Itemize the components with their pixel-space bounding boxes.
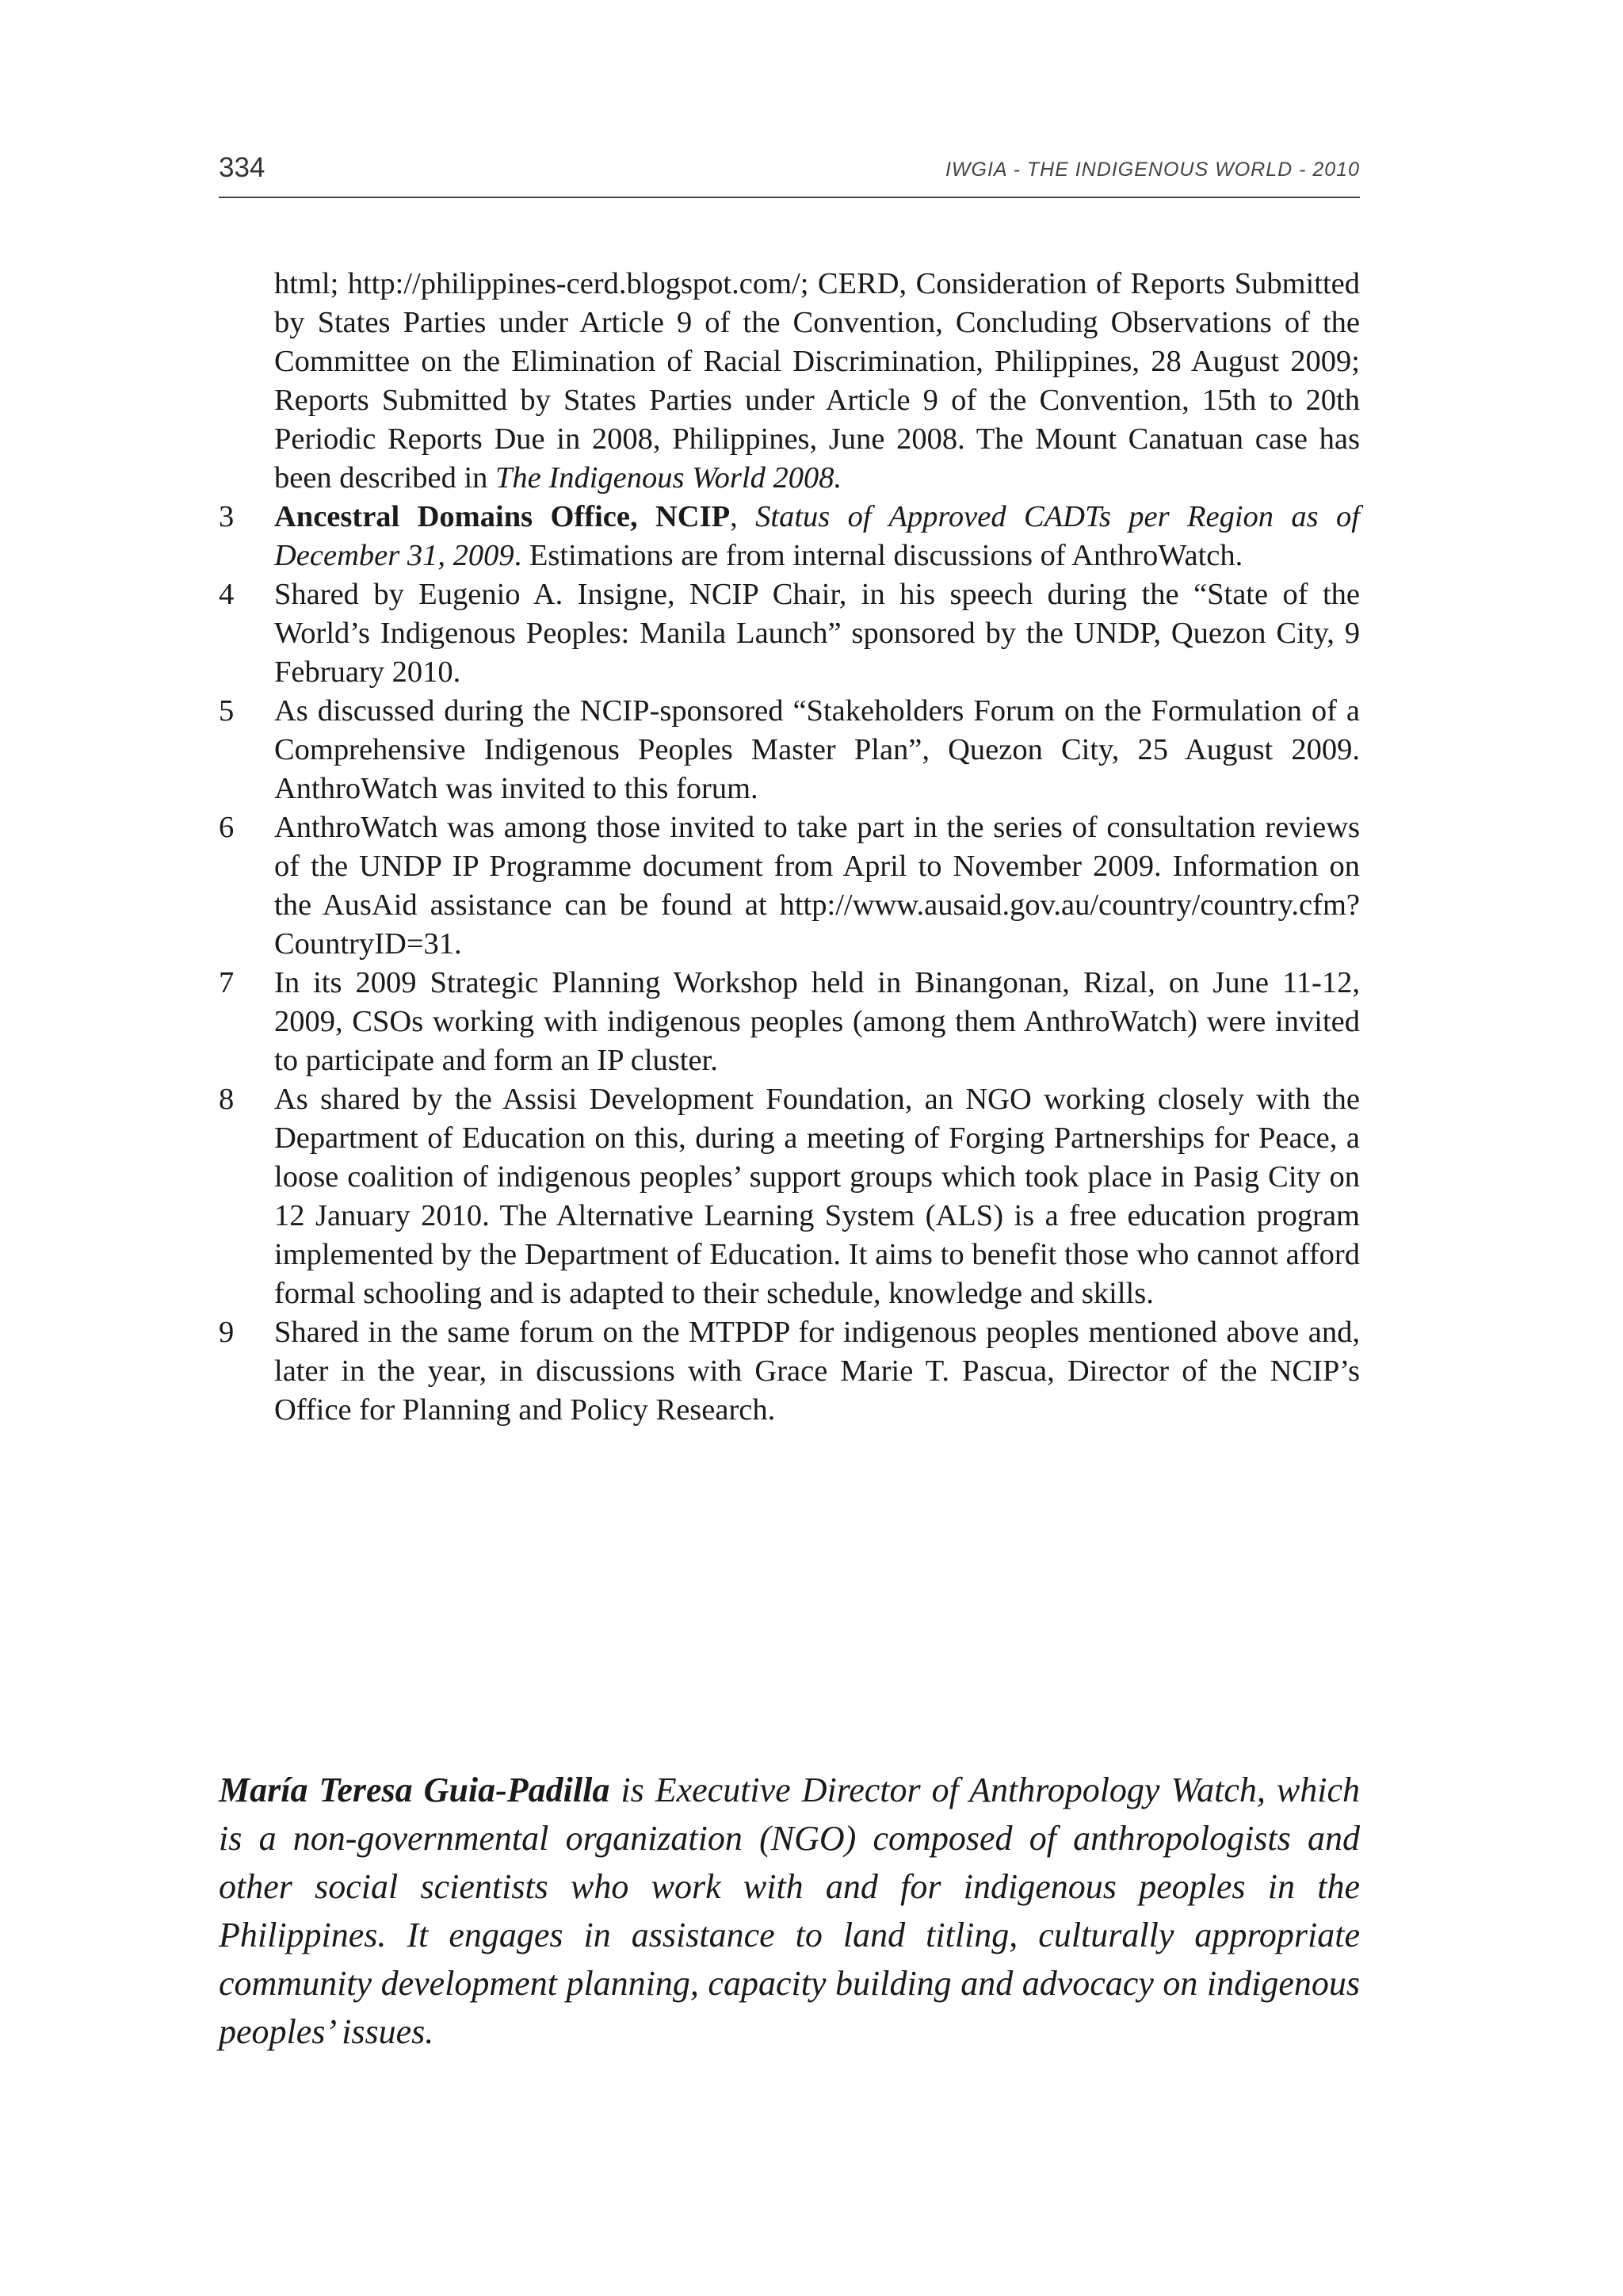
footnote-segment: html; http://philippines-cerd.blogspot.com/; CERD, Consideration of Reports Submitted by States Parties under Article 9 of the Convention, Concluding Observations of the Committee on the Elimination of Racial Discrimination, Philippines, 28 August 2009; Reports Submitted by States Parties under Article 9 of the Convention, 15th to 20th Periodic Reports Due in 2008, Philippines, June 2008. The Mount Canatuan case has been described in (274, 267, 1360, 495)
footnote-number: 4 (219, 578, 235, 611)
running-head: IWGIA - THE INDIGENOUS WORLD - 2010 (945, 159, 1360, 181)
author-bio (219, 1766, 1360, 2056)
footnote-segment: As discussed during the NCIP-sponsored “Stakeholders Forum on the Formulation of a Comprehensive Indigenous Peoples Master Plan”, Quezon City, 25 August 2009. AnthroWatch was invited to this forum. (274, 694, 1360, 805)
footnote-segment: Ancestral Domains Office, NCIP (274, 500, 731, 533)
footnote-text (274, 1313, 1360, 1430)
footnote-text (274, 1080, 1360, 1313)
footnote-segment: Status of Approved CADTs per Region as of December 31, 2009 (274, 500, 1361, 572)
footnote-segment: Shared in the same forum on the MTPDP for indigenous peoples mentioned above and, later in the year, in discussions with Grace Marie T. Pascua, Director of the NCIP’s Office for Planning and Policy Research. (274, 1316, 1360, 1427)
footnote-number: 5 (219, 694, 235, 728)
footnote-number: 7 (219, 966, 235, 999)
author-bio-text: is Executive Director of Anthropology Watch, which is a non-governmental organization (NGO) composed of anthropologists and other social scientists who work with and for indigenous peoples in the Philippines. It engages in assistance to land titling, culturally appropriate community development planning, capacity building and advocacy on indigenous peoples’ issues. (219, 1771, 1360, 2051)
footnote (219, 1080, 1360, 1313)
footnote-segment: Shared by Eugenio A. Insigne, NCIP Chair, in his speech during the “State of the World’s Indigenous Peoples: Manila Launch” sponsored by the UNDP, Quezon City, 9 February 2010. (274, 578, 1360, 689)
footnote (219, 808, 1360, 964)
page-header (219, 152, 1360, 198)
footnote-number: 6 (219, 811, 235, 844)
footnote (219, 498, 1360, 575)
footnote-segment: The Indigenous World 2008. (495, 461, 842, 495)
footnote-number: 8 (219, 1083, 235, 1116)
footnote (219, 575, 1360, 692)
footnote-text (274, 265, 1360, 498)
footnote-number: 3 (219, 500, 235, 533)
footnote-text (274, 808, 1360, 964)
footnote-text (274, 964, 1360, 1080)
footnote-text (274, 498, 1360, 575)
footnote-segment: As shared by the Assisi Development Foundation, an NGO working closely with the Department of Education on this, during a meeting of Forging Partnerships for Peace, a loose coalition of indigenous peoples’ support groups which took place in Pasig City on 12 January 2010. The Alternative Learning System (ALS) is a free education program implemented by the Department of Education. It aims to benefit those who cannot afford formal schooling and is adapted to their schedule, knowledge and skills. (274, 1083, 1360, 1310)
footnote-text (274, 575, 1360, 692)
footnote-number: 9 (219, 1316, 235, 1349)
footnote (219, 265, 1360, 498)
footnote-text (274, 692, 1360, 808)
author-name: María Teresa Guia-Padilla (219, 1771, 610, 1809)
footnote-segment: . Estimations are from internal discussions of AnthroWatch. (514, 539, 1243, 572)
footnote-segment: In its 2009 Strategic Planning Workshop held in Binangonan, Rizal, on June 11-12, 2009, CSOs working with indigenous peoples (among them AnthroWatch) were invited to participate and form an IP cluster. (274, 966, 1360, 1077)
footnote (219, 964, 1360, 1080)
page-number: 334 (219, 152, 265, 183)
footnote-segment: AnthroWatch was among those invited to take part in the series of consultation reviews of the UNDP IP Programme document from April to November 2009. Information on the AusAid assistance can be found at http://www.ausaid.gov.au/country/country.cfm?CountryID=31. (274, 811, 1360, 961)
footnote (219, 1313, 1360, 1430)
footnote (219, 692, 1360, 808)
footnote-segment: , (730, 500, 756, 533)
footnotes-list (219, 265, 1360, 1430)
